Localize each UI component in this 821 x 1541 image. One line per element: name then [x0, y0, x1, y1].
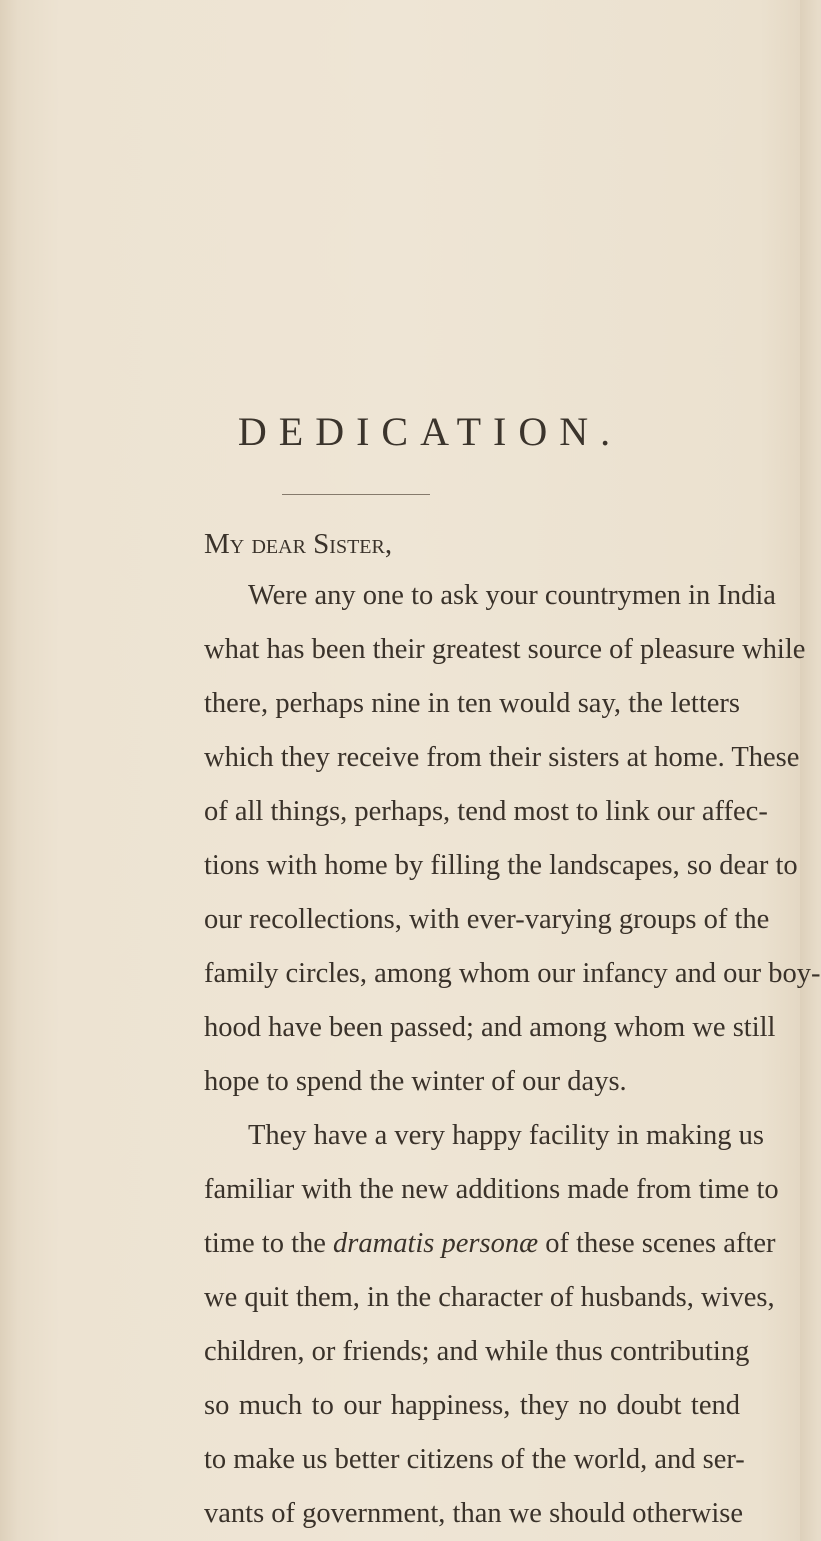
text-line: familiar with the new additions made from time to — [204, 1174, 779, 1205]
italic-phrase: dramatis personæ — [333, 1228, 539, 1259]
text-line: there, perhaps nine in ten would say, the letters — [204, 688, 740, 719]
dedication-text — [204, 569, 821, 1541]
text-line: of all things, perhaps, tend most to link our affec- — [204, 796, 768, 827]
salutation: My dear Sister, — [204, 528, 393, 560]
text-line: hope to spend the winter of our days. — [204, 1066, 627, 1097]
text-line: family circles, among whom our infancy and our boy- — [204, 958, 821, 989]
heading-divider — [282, 494, 430, 495]
text-line: They have a very happy facility in making us — [248, 1120, 765, 1151]
text-line: hood have been passed; and among whom we still — [204, 1012, 776, 1043]
text-line: so much to our happiness, they no doubt tend — [204, 1390, 740, 1421]
text-line: which they receive from their sisters at home. These — [204, 742, 800, 773]
text-line: vants of government, than we should otherwise — [204, 1498, 744, 1529]
text-line: our recollections, with ever-varying groups of the — [204, 904, 770, 935]
text-line: tions with home by filling the landscapes, so dear to — [204, 850, 798, 881]
text-line: Were any one to ask your countrymen in India — [248, 580, 776, 611]
page-heading: DEDICATION. — [237, 409, 623, 454]
text-line: children, or friends; and while thus contributing — [204, 1336, 750, 1367]
text-line: time to the dramatis personæ of these scenes after — [204, 1228, 776, 1259]
text-line: to make us better citizens of the world, and ser- — [204, 1444, 745, 1475]
text-line: what has been their greatest source of pleasure while — [204, 634, 806, 665]
text-line: we quit them, in the character of husbands, wives, — [204, 1282, 775, 1313]
